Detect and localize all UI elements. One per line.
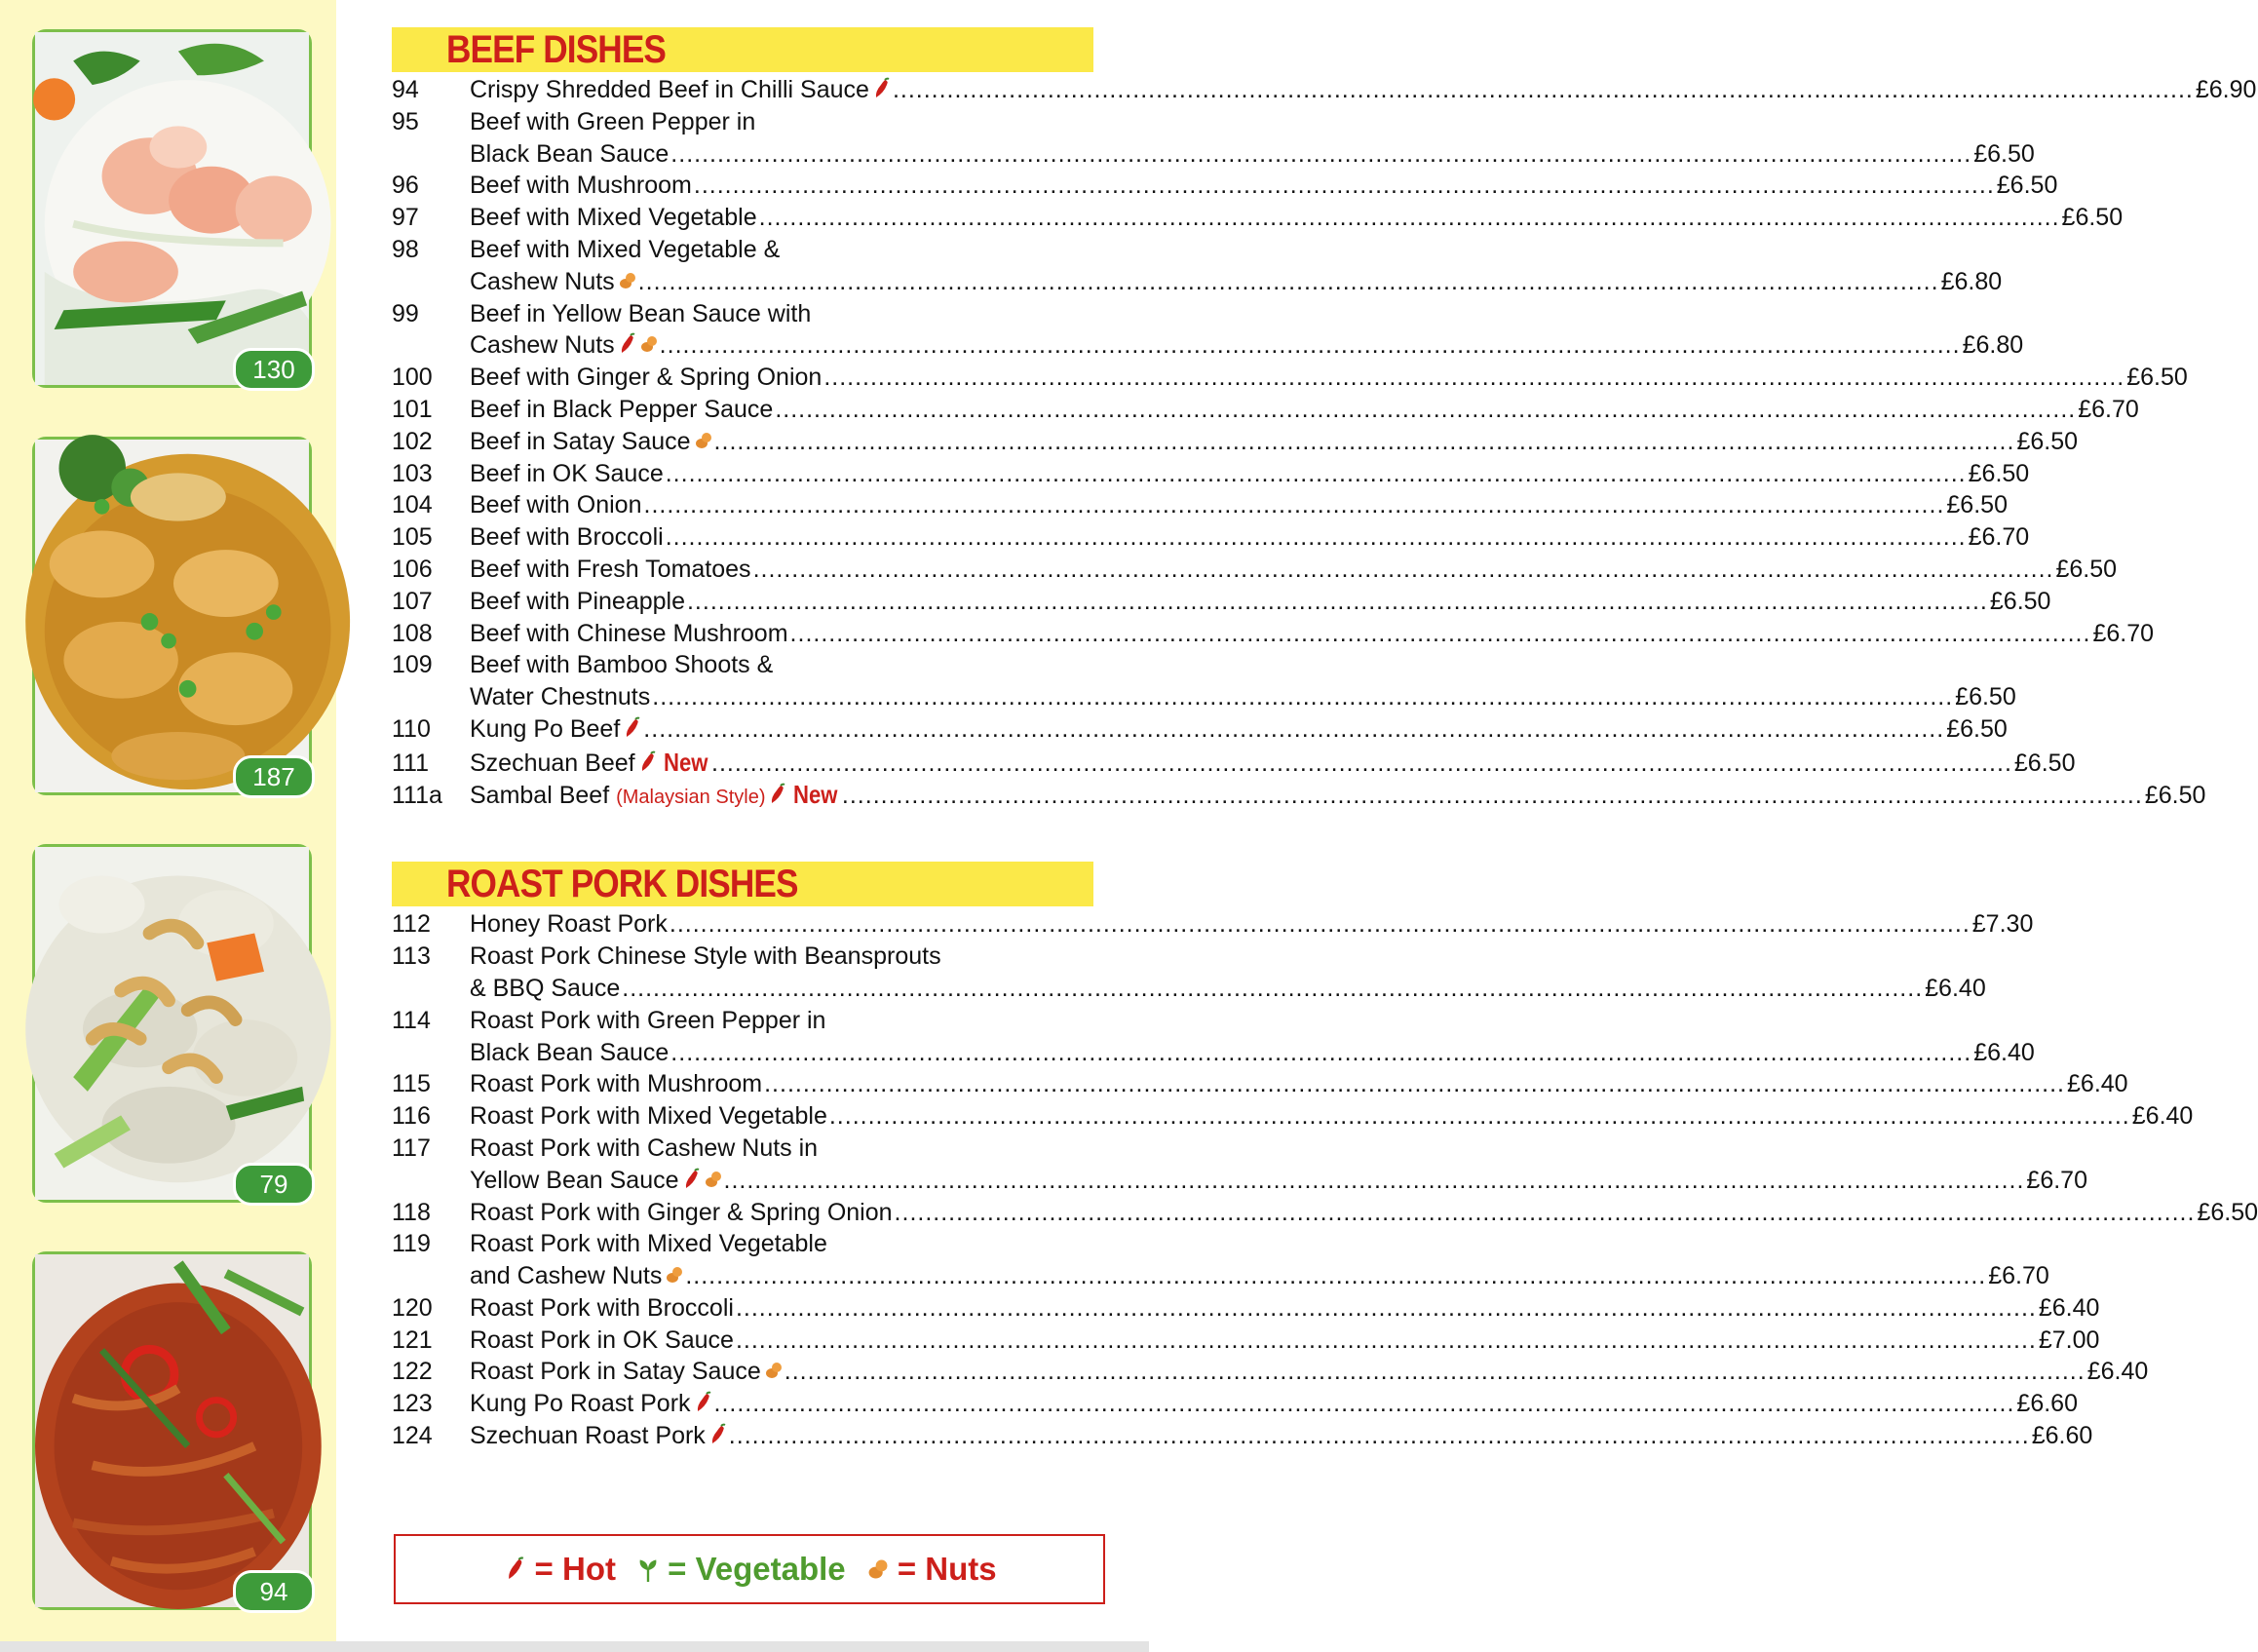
- item-number: 100: [392, 364, 433, 392]
- menu-item-row: [392, 204, 2124, 236]
- item-name: [470, 1422, 727, 1450]
- item-price: £6.50: [2126, 364, 2188, 392]
- dot-leader: [736, 1326, 2037, 1355]
- section-header: [392, 862, 1093, 906]
- section-spacer: [392, 811, 1093, 862]
- item-price: £6.50: [2016, 427, 2079, 455]
- item-price: £6.40: [2038, 1293, 2100, 1322]
- item-number: 99: [392, 299, 419, 327]
- item-price: £6.50: [2144, 781, 2206, 809]
- nut-icon: [765, 1360, 783, 1381]
- item-name: [470, 556, 751, 584]
- item-name-text: Roast Pork with Mushroom: [470, 1070, 763, 1098]
- item-price: £6.40: [2131, 1102, 2194, 1131]
- item-number: 111: [392, 749, 430, 777]
- item-price: £7.00: [2038, 1325, 2100, 1354]
- legend-hot: = Hot: [502, 1551, 616, 1588]
- item-name-text: Beef with Fresh Tomatoes: [470, 555, 751, 583]
- section-title: BEEF DISHES: [446, 28, 667, 71]
- item-name: [470, 236, 780, 264]
- item-name: [470, 1167, 722, 1195]
- menu-item-row: [392, 76, 2257, 108]
- menu-item-row: [392, 1198, 2258, 1231]
- menu-item-row: [392, 172, 2058, 204]
- item-name-text: Roast Pork with Green Pepper in: [470, 1006, 826, 1034]
- item-name: [470, 396, 773, 424]
- nut-icon: [619, 270, 636, 291]
- item-name-text: Black Bean Sauce: [470, 1038, 670, 1066]
- item-name: [470, 331, 658, 360]
- item-name: [470, 1262, 683, 1290]
- dot-leader: [670, 910, 1971, 939]
- dot-leader: [736, 1294, 2037, 1323]
- item-price: £6.70: [2078, 395, 2139, 423]
- item-price: £6.50: [2061, 204, 2124, 232]
- item-name-text: Roast Pork in Satay Sauce: [470, 1358, 761, 1386]
- item-price: £6.70: [2026, 1166, 2087, 1194]
- item-number: 120: [392, 1293, 433, 1322]
- dot-leader: [764, 1070, 2065, 1098]
- dot-leader: [759, 204, 2060, 232]
- menu-item-row: [392, 683, 2016, 715]
- item-name-text: Beef with Onion: [470, 491, 642, 519]
- dot-leader: [660, 331, 1961, 360]
- menu-item-row: [392, 395, 2139, 428]
- menu-item-row: [392, 267, 2003, 300]
- dish-photo-shredded-beef: [32, 1251, 312, 1610]
- dish-number-badge: 130: [233, 348, 315, 391]
- item-price: £6.50: [2013, 749, 2076, 777]
- dot-leader: [666, 523, 1967, 552]
- dot-leader: [685, 1262, 1986, 1290]
- dot-leader: [670, 1039, 1971, 1067]
- item-number: 121: [392, 1325, 433, 1354]
- item-name-text: Cashew Nuts: [470, 267, 615, 295]
- chilli-icon: [619, 333, 636, 355]
- item-price: £6.50: [1946, 491, 2008, 519]
- item-name: [470, 204, 757, 232]
- vegetable-icon: [637, 1556, 659, 1582]
- item-name: [470, 910, 668, 939]
- menu-item-row: [392, 942, 1093, 975]
- menu-items: [392, 76, 2257, 811]
- item-name-text: & BBQ Sauce: [470, 974, 621, 1002]
- menu-item-row: [392, 300, 1093, 332]
- dot-leader: [714, 1390, 2015, 1418]
- item-name-text: Kung Po Roast Pork: [470, 1390, 691, 1418]
- legend-vegetable: = Vegetable: [633, 1551, 846, 1588]
- item-name-text: Roast Pork with Cashew Nuts in: [470, 1133, 819, 1162]
- item-name-text: Beef in Yellow Bean Sauce with: [470, 299, 812, 327]
- item-price: £6.60: [2016, 1390, 2078, 1418]
- item-name: [470, 1102, 827, 1131]
- dot-leader: [829, 1102, 2130, 1131]
- item-name: [470, 491, 642, 519]
- dot-leader: [638, 268, 1939, 296]
- menu-items: [392, 910, 2258, 1454]
- item-name-text: Cashew Nuts: [470, 331, 615, 360]
- item-number: 97: [392, 204, 419, 232]
- item-name-text: Roast Pork with Mixed Vegetable: [470, 1230, 827, 1258]
- dish-number-badge: 94: [233, 1570, 315, 1613]
- item-name: [470, 140, 669, 169]
- item-price: £6.70: [1968, 523, 2030, 552]
- menu-item-row: [392, 491, 2008, 523]
- item-number: 101: [392, 395, 433, 423]
- chilli-icon: [873, 78, 891, 99]
- chilli-icon: [709, 1424, 727, 1445]
- item-name-text: Beef with Pineapple: [470, 587, 685, 615]
- nut-icon: [867, 1556, 889, 1582]
- dot-leader: [753, 556, 2054, 584]
- item-name-text: Beef with Mixed Vegetable &: [470, 235, 781, 263]
- menu-item-row: [392, 974, 1986, 1007]
- item-number: 122: [392, 1358, 433, 1386]
- chilli-icon: [624, 717, 641, 739]
- item-name-text: Honey Roast Pork: [470, 910, 668, 939]
- item-name: [470, 1358, 783, 1386]
- dot-leader: [644, 491, 1945, 519]
- item-number: 117: [392, 1133, 431, 1162]
- nut-icon: [640, 333, 658, 355]
- item-name: [470, 1039, 669, 1067]
- dot-leader: [895, 1199, 2196, 1227]
- menu-item-row: [392, 236, 1093, 268]
- item-name-text: Yellow Bean Sauce: [470, 1166, 679, 1194]
- menu-item-row: [392, 619, 2155, 652]
- menu-item-row: [392, 1358, 2149, 1390]
- menu-item-row: [392, 1166, 2087, 1199]
- item-price: £6.80: [1940, 267, 2003, 295]
- item-name: [470, 780, 840, 810]
- item-number: 110: [392, 714, 431, 743]
- item-name-text: Beef in Black Pepper Sauce: [470, 395, 774, 423]
- item-name-text: Beef with Bamboo Shoots &: [470, 651, 774, 679]
- item-style-note: (Malaysian Style): [616, 786, 766, 808]
- dot-leader: [652, 683, 1953, 711]
- menu-item-row: [392, 1102, 2194, 1134]
- item-number: 114: [392, 1006, 431, 1034]
- dot-leader: [622, 975, 1923, 1003]
- menu-item-row: [392, 139, 2035, 173]
- item-number: 113: [392, 942, 431, 971]
- item-price: £6.40: [1925, 974, 1986, 1002]
- menu-item-row: [392, 1038, 2035, 1071]
- item-name-text: and Cashew Nuts: [470, 1262, 663, 1290]
- item-name: [470, 1230, 827, 1258]
- menu-item-row: [392, 910, 2034, 942]
- item-number: 116: [392, 1102, 431, 1131]
- dot-leader: [893, 76, 2194, 104]
- menu-item-row: [392, 779, 2206, 812]
- item-name-text: Black Bean Sauce: [470, 139, 670, 168]
- item-name-text: Roast Pork in OK Sauce: [470, 1325, 734, 1354]
- item-name: [470, 428, 712, 456]
- dot-leader: [729, 1422, 2030, 1450]
- menu-list: [392, 27, 2258, 1454]
- item-name: [470, 1326, 734, 1355]
- item-name: [470, 172, 692, 200]
- item-name: [470, 651, 773, 679]
- item-price: £6.40: [2086, 1358, 2149, 1386]
- menu-item-row: [392, 1293, 2100, 1326]
- item-price: £6.70: [1988, 1262, 2049, 1290]
- item-number: 98: [392, 235, 419, 263]
- item-name-text: Sambal Beef: [470, 781, 610, 809]
- menu-item-row: [392, 1134, 1093, 1167]
- dish-photo-prawns: [32, 29, 312, 388]
- nut-icon: [695, 430, 712, 451]
- item-name-text: Crispy Shredded Beef in Chilli Sauce: [470, 76, 869, 103]
- item-name-text: Beef with Mixed Vegetable: [470, 204, 757, 232]
- item-number: 94: [392, 76, 419, 103]
- item-number: 124: [392, 1422, 433, 1450]
- item-name: [470, 975, 620, 1003]
- item-name: [470, 268, 636, 296]
- section-header: [392, 27, 1093, 72]
- item-name: [470, 300, 811, 328]
- item-name-text: Szechuan Beef: [470, 749, 635, 777]
- item-name: [470, 1070, 762, 1098]
- chilli-icon: [769, 784, 786, 805]
- item-price: £6.70: [2092, 619, 2155, 647]
- menu-item-row: [392, 555, 2118, 588]
- new-badge: New: [663, 747, 708, 777]
- chilli-icon: [639, 751, 657, 773]
- menu-item-row: [392, 587, 2051, 620]
- item-name: [470, 942, 941, 971]
- item-name: [470, 1199, 893, 1227]
- legend-nuts: = Nuts: [863, 1551, 997, 1588]
- dot-leader: [790, 620, 2091, 648]
- dot-leader: [724, 1167, 2025, 1195]
- dot-leader: [687, 588, 1988, 616]
- item-name-text: Roast Pork with Broccoli: [470, 1293, 734, 1322]
- item-name-text: Roast Pork with Mixed Vegetable: [470, 1102, 827, 1131]
- dot-leader: [643, 715, 1944, 744]
- dot-leader: [694, 172, 1995, 200]
- item-name: [470, 460, 664, 488]
- item-name-text: Beef with Broccoli: [470, 523, 664, 552]
- menu-item-row: [392, 427, 2079, 460]
- item-name-text: Roast Pork Chinese Style with Beansprouts: [470, 942, 941, 971]
- item-number: 112: [392, 910, 431, 939]
- item-number: 119: [392, 1230, 431, 1258]
- menu-item-row: [392, 747, 2076, 780]
- menu-item-row: [392, 1325, 2100, 1359]
- menu-item-row: [392, 331, 2024, 364]
- new-badge: New: [793, 779, 838, 809]
- item-name-text: Beef in Satay Sauce: [470, 427, 691, 455]
- dot-leader: [785, 1358, 2086, 1386]
- item-name: [470, 1007, 825, 1035]
- item-name-text: Water Chestnuts: [470, 683, 651, 711]
- icon-legend: [394, 1534, 1105, 1604]
- item-name-text: Szechuan Roast Pork: [470, 1422, 706, 1450]
- chilli-icon: [683, 1169, 701, 1190]
- item-price: £6.90: [2195, 76, 2257, 103]
- dish-photo-curry: [32, 437, 312, 795]
- menu-item-row: [392, 714, 2008, 748]
- item-number: 108: [392, 619, 433, 647]
- menu-item-row: [392, 364, 2188, 396]
- item-number: 102: [392, 427, 433, 455]
- item-number: 109: [392, 651, 433, 679]
- item-price: £6.50: [1973, 139, 2035, 168]
- nut-icon: [666, 1264, 683, 1286]
- item-price: £6.50: [2197, 1198, 2258, 1226]
- item-price: £6.50: [1946, 714, 2008, 743]
- item-price: £7.30: [1971, 910, 2034, 939]
- item-name: [470, 620, 788, 648]
- item-name: [470, 364, 822, 392]
- item-number: 111a: [392, 781, 442, 809]
- menu-item-row: [392, 523, 2030, 556]
- item-number: 107: [392, 587, 433, 615]
- item-name: [470, 1390, 712, 1418]
- nut-icon: [705, 1169, 722, 1190]
- menu-item-row: [392, 1262, 2049, 1294]
- menu-item-row: [392, 108, 1093, 140]
- item-number: 115: [392, 1070, 431, 1098]
- item-number: 118: [392, 1198, 431, 1226]
- item-price: £6.40: [2067, 1070, 2128, 1098]
- item-price: £6.40: [1973, 1038, 2035, 1066]
- item-name: [470, 523, 664, 552]
- page-bottom-edge: [0, 1641, 1149, 1652]
- dot-leader: [842, 782, 2143, 810]
- item-price: £6.50: [2055, 555, 2118, 583]
- item-number: 95: [392, 107, 419, 135]
- dot-leader: [823, 364, 2124, 392]
- item-price: £6.50: [1955, 683, 2016, 711]
- item-number: 105: [392, 523, 433, 552]
- item-name-text: Beef with Ginger & Spring Onion: [470, 364, 823, 392]
- dot-leader: [711, 749, 2012, 778]
- item-number: 123: [392, 1390, 433, 1418]
- item-number: 96: [392, 172, 419, 200]
- dot-leader: [714, 428, 2015, 456]
- menu-item-row: [392, 459, 2030, 492]
- item-name-text: Roast Pork with Ginger & Spring Onion: [470, 1198, 893, 1226]
- item-name: [470, 715, 641, 744]
- item-name: [470, 1294, 734, 1323]
- item-name-text: Beef with Mushroom: [470, 172, 692, 200]
- menu-item-row: [392, 1390, 2078, 1422]
- item-name: [470, 76, 891, 104]
- menu-item-row: [392, 1230, 1093, 1262]
- item-price: £6.50: [1989, 587, 2051, 615]
- item-price: £6.50: [1996, 172, 2058, 200]
- menu-item-row: [392, 1007, 1093, 1039]
- item-name-text: Beef with Chinese Mushroom: [470, 619, 788, 647]
- item-name: [470, 1134, 818, 1163]
- item-name: [470, 108, 755, 136]
- dish-number-badge: 79: [233, 1163, 315, 1206]
- item-name: [470, 683, 650, 711]
- chilli-icon: [695, 1392, 712, 1413]
- item-price: £6.50: [1968, 459, 2030, 487]
- item-number: 103: [392, 459, 433, 487]
- item-name-text: Beef with Green Pepper in: [470, 107, 756, 135]
- dish-photo-cashew: [32, 844, 312, 1203]
- item-name: [470, 588, 685, 616]
- item-price: £6.80: [1962, 331, 2024, 360]
- dot-leader: [670, 140, 1971, 169]
- section-title: ROAST PORK DISHES: [446, 863, 798, 906]
- item-number: 106: [392, 555, 433, 583]
- item-name-text: Beef in OK Sauce: [470, 459, 664, 487]
- item-name: [470, 748, 709, 778]
- menu-item-row: [392, 1070, 2128, 1102]
- menu-item-row: [392, 651, 1093, 683]
- item-price: £6.60: [2031, 1422, 2093, 1450]
- menu-item-row: [392, 1422, 2093, 1454]
- item-number: 104: [392, 491, 433, 519]
- chilli-icon: [506, 1556, 525, 1582]
- dot-leader: [775, 396, 2076, 424]
- dish-number-badge: 187: [233, 755, 315, 798]
- item-name-text: Kung Po Beef: [470, 714, 621, 743]
- dot-leader: [666, 460, 1967, 488]
